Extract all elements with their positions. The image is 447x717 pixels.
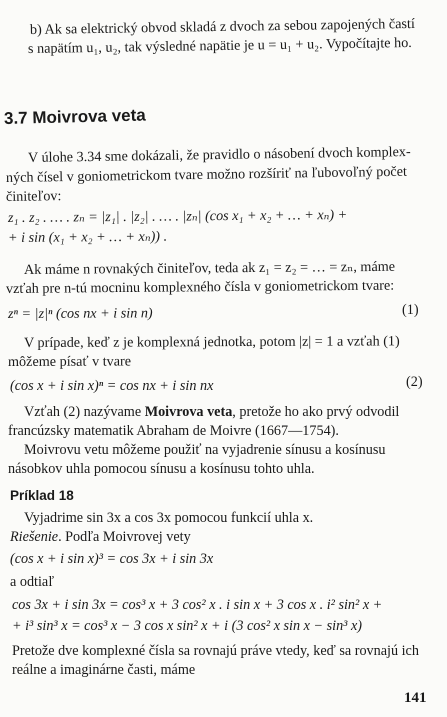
page-number: 141 [404, 690, 427, 706]
example-line-2: Pretože dve komplexné čísla sa rovnajú práve vtedy, keď sa rovnajú ich [12, 643, 419, 659]
intro-line-2: s napätím u₁, u₂, tak výsledné napätie je u = u₁ + u₂. Vypočítajte ho. [27, 34, 412, 57]
solution-text: . Podľa Moivrovej vety [58, 529, 191, 545]
para4-text-c: , pretože ho ako prvý odvodil [232, 404, 400, 420]
para3-line-1: V prípade, keď z je komplexná jednotka, potom |z| = 1 a vzťah (1) [23, 333, 400, 351]
formula-product-line-1: z₁ . z₂ . … . zₙ = |z₁| . |z₂| . … . |zₙ| (cos x₁ + x₂ + … + xₙ) + [7, 207, 348, 226]
para4-line-1 [24, 404, 399, 421]
example-line-3: reálne a imaginárne časti, máme [12, 662, 196, 678]
equation-2-number: (2) [406, 374, 423, 390]
para4-text-a: Vzťah (2) nazývame [24, 404, 145, 420]
solution-line [10, 529, 191, 546]
para2-line-2: vzťah pre n-tú mocninu komplexného čísla v goniometrickom tvare: [5, 277, 395, 297]
para1-line-2: ných čísel v goniometrickom tvare možno rozšíriť na ľubovoľný počet [5, 163, 408, 186]
example-equation-2: cos 3x + i sin 3x = cos³ x + 3 cos² x . i sin x + 3 cos x . i² sin² x + [12, 597, 383, 613]
section-title: Moivrova veta [32, 105, 146, 128]
odtial-label: a odtiaľ [10, 574, 54, 590]
example-title: Príklad 18 [10, 488, 74, 503]
para4-line-2: francúzsky matematik Abraham de Moivre (1667—1754). [8, 423, 339, 439]
solution-label: Riešenie [10, 529, 59, 545]
moivre-theorem-term: Moivrova veta [144, 404, 233, 420]
equation-1: zⁿ = |z|ⁿ (cos nx + i sin n) [7, 305, 153, 322]
para4-line-4: násobkov uhla pomocou sínusu a kosínusu tohto uhla. [8, 461, 315, 477]
para2-line-1: Ak máme n rovnakých činiteľov, teda ak z₁ = z₂ = … = zₙ, máme [23, 258, 396, 278]
example-equation-1: (cos x + i sin x)³ = cos 3x + i sin 3x [10, 551, 214, 567]
para3-line-2: môžeme písať v tvare [7, 353, 132, 370]
para1-line-3: činiteľov: [5, 188, 62, 205]
intro-line-1: b) Ak sa elektrický obvod skladá z dvoch za sebou zapojených častí [29, 15, 415, 38]
equation-2: (cos x + i sin x)ⁿ = cos nx + i sin nx [10, 378, 214, 394]
section-number: 3.7 [3, 108, 28, 128]
section-heading [4, 107, 146, 127]
para4-line-3: Moivrovu vetu môžeme použiť na vyjadrenie sínusu a kosínusu [24, 442, 386, 458]
example-equation-3: + i³ sin³ x = cos³ x − 3 cos x sin² x + i (3 cos² x sin x − sin³ x) [12, 618, 362, 634]
para1-line-1: V úlohe 3.34 sme dokázali, že pravidlo o násobení dvoch komplex- [27, 143, 411, 166]
example-line-1: Vyjadrime sin 3x a cos 3x pomocou funkcií uhla x. [24, 510, 314, 526]
equation-1-number: (1) [402, 302, 419, 318]
formula-product-line-2: + i sin (x₁ + x₂ + … + xₙ)) . [7, 228, 168, 246]
